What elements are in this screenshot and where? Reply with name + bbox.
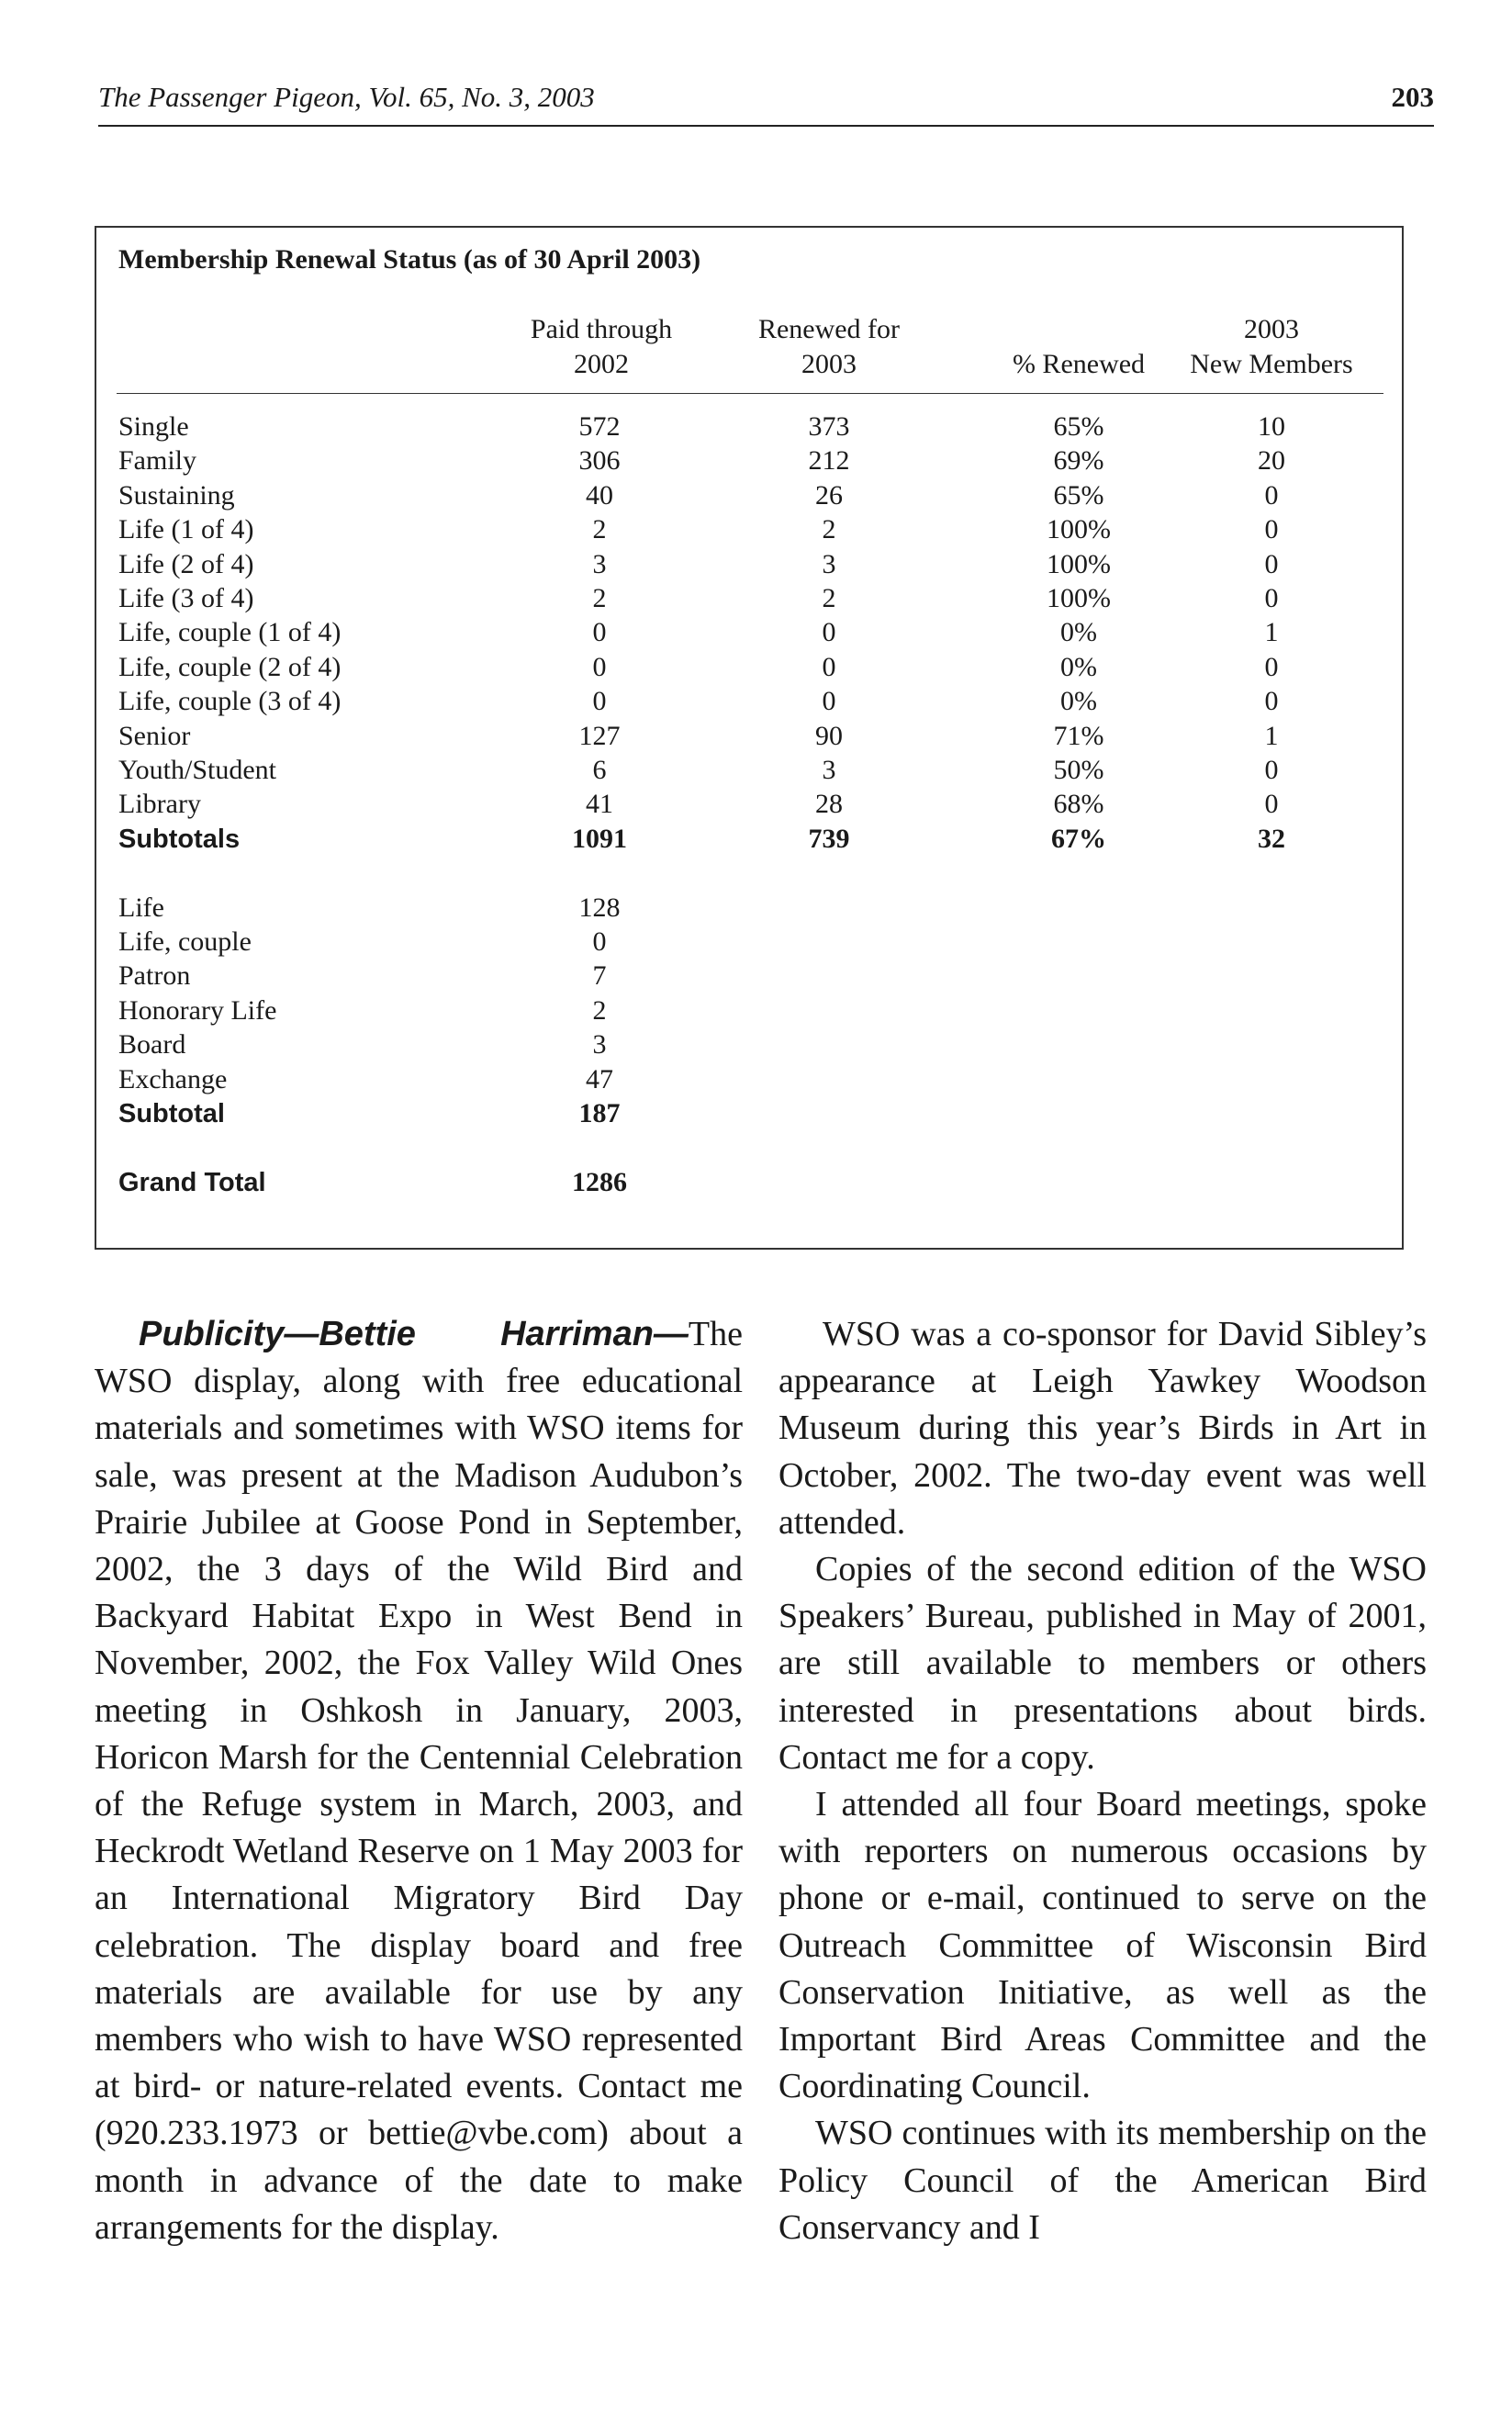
- cell-paid: 2: [592, 514, 607, 545]
- cell-paid: 572: [578, 411, 621, 442]
- row-label: Family: [118, 445, 197, 477]
- right-column: [778, 1311, 1427, 2251]
- cell-paid: 127: [578, 720, 621, 751]
- paragraph: I attended all four Board meetings, spoke with reporters on numerous occasions by phone or e-mail, continued to serve on the Outreach Committee of Wisconsin Bird Conservation Initiative, as well as the Important Bird Areas Committee and the Coordinating Council.: [778, 1785, 1427, 2106]
- cell-new: 1: [1264, 617, 1279, 648]
- header-rule: [98, 125, 1434, 127]
- cell-paid: 0: [592, 926, 607, 957]
- cell-paid: 306: [578, 445, 621, 477]
- row-label: Patron: [118, 960, 191, 992]
- table-row: [118, 615, 1383, 650]
- cell-new: 0: [1264, 514, 1279, 545]
- row-label: Life, couple: [118, 926, 252, 957]
- cell-new: 0: [1264, 686, 1279, 717]
- cell-pct: 65%: [1053, 479, 1104, 511]
- cell-renewed: 90: [815, 720, 843, 751]
- cell-renewed: 0: [822, 651, 836, 682]
- cell-paid: 3: [592, 1029, 607, 1060]
- row-label: Subtotals: [118, 824, 241, 854]
- cell-new: 1: [1264, 720, 1279, 751]
- table-row: [118, 547, 1383, 582]
- cell-pct: 0%: [1060, 617, 1097, 648]
- row-label: Life (3 of 4): [118, 583, 254, 613]
- cell-paid: 1286: [572, 1166, 627, 1197]
- table-row: [118, 1062, 1383, 1097]
- row-label: Life, couple (3 of 4): [118, 686, 342, 717]
- table-row: [118, 891, 1383, 926]
- cell-renewed: 0: [822, 617, 836, 648]
- left-column: [95, 1311, 743, 2251]
- cell-new: 0: [1264, 651, 1279, 682]
- cell-new: 0: [1264, 583, 1279, 613]
- subtotals-row: [118, 822, 1383, 857]
- cell-paid: 0: [592, 686, 607, 717]
- grand-total-row: [118, 1165, 1383, 1200]
- cell-pct: 69%: [1053, 445, 1104, 477]
- cell-paid: 2: [592, 583, 607, 613]
- header-new-members: 2003 New Members: [1190, 314, 1353, 379]
- table-row: [118, 1027, 1383, 1062]
- header-rule: [117, 393, 1383, 394]
- row-label: Grand Total: [118, 1167, 266, 1197]
- paragraph: WSO continues with its membership on the Policy Council of the American Bird Conservancy and I: [778, 2114, 1427, 2247]
- cell-pct: 0%: [1060, 651, 1097, 682]
- row-label: Sustaining: [118, 479, 235, 511]
- cell-pct: 65%: [1053, 411, 1104, 442]
- table-row: [118, 443, 1383, 478]
- header-percent-renewed: % Renewed: [1012, 349, 1146, 379]
- cell-paid: 41: [586, 789, 613, 820]
- journal-citation: The Passenger Pigeon, Vol. 65, No. 3, 2003: [98, 81, 595, 113]
- cell-renewed: 739: [808, 823, 850, 854]
- membership-table: [95, 226, 1404, 1250]
- cell-paid: 0: [592, 651, 607, 682]
- row-label: Youth/Student: [118, 755, 277, 785]
- cell-new: 20: [1258, 445, 1285, 477]
- table-row: [118, 512, 1383, 547]
- cell-paid: 7: [592, 960, 607, 992]
- subtotal-row: [118, 1096, 1383, 1131]
- row-label: Life, couple (2 of 4): [118, 651, 342, 682]
- cell-renewed: 28: [815, 789, 843, 820]
- cell-pct: 100%: [1047, 548, 1111, 579]
- table-row: [118, 719, 1383, 754]
- cell-new: 0: [1264, 548, 1279, 579]
- row-label: Single: [118, 411, 189, 442]
- table-row: [118, 581, 1383, 616]
- cell-pct: 50%: [1053, 755, 1104, 785]
- table-row: [118, 787, 1383, 822]
- paragraph: Copies of the second edition of the WSO Speakers’ Bureau, published in May of 2001, are still available to members or others interested in presentations about birds. Contact me for a copy.: [778, 1550, 1427, 1777]
- cell-renewed: 26: [815, 479, 843, 511]
- table-row: [118, 410, 1383, 444]
- table-row: [118, 753, 1383, 788]
- cell-paid: 187: [578, 1098, 621, 1128]
- cell-paid: 40: [586, 479, 613, 511]
- cell-pct: 100%: [1047, 514, 1111, 545]
- table-row: [118, 925, 1383, 960]
- cell-new: 32: [1258, 823, 1285, 854]
- row-label: Life (2 of 4): [118, 548, 254, 579]
- table-row: [118, 478, 1383, 513]
- cell-pct: 0%: [1060, 686, 1097, 717]
- table-title: Membership Renewal Status (as of 30 April 2003): [118, 244, 701, 275]
- row-label: Life (1 of 4): [118, 514, 254, 545]
- cell-pct: 68%: [1053, 789, 1104, 820]
- row-label: Exchange: [118, 1063, 228, 1094]
- cell-paid: 2: [592, 994, 607, 1026]
- header-paid-through: Paid through 2002: [530, 314, 673, 379]
- cell-paid: 1091: [572, 823, 627, 854]
- cell-renewed: 212: [808, 445, 850, 477]
- cell-new: 0: [1264, 789, 1279, 820]
- cell-pct: 71%: [1053, 720, 1104, 751]
- cell-new: 0: [1264, 755, 1279, 785]
- section-heading-publicity: Publicity—Bettie Harriman—: [139, 1315, 689, 1353]
- table-row: [118, 650, 1383, 685]
- row-label: Library: [118, 789, 201, 820]
- cell-renewed: 3: [822, 548, 836, 579]
- cell-renewed: 3: [822, 755, 836, 785]
- cell-new: 0: [1264, 479, 1279, 511]
- cell-pct: 67%: [1051, 823, 1106, 854]
- table-row: [118, 993, 1383, 1028]
- cell-paid: 47: [586, 1063, 613, 1094]
- cell-new: 10: [1258, 411, 1285, 442]
- cell-paid: 3: [592, 548, 607, 579]
- row-label: Honorary Life: [118, 994, 277, 1026]
- header-renewed-for: Renewed for 2003: [757, 314, 901, 379]
- cell-renewed: 0: [822, 686, 836, 717]
- cell-paid: 128: [578, 892, 621, 923]
- row-label: Subtotal: [118, 1099, 225, 1128]
- table-row: [118, 959, 1383, 993]
- cell-renewed: 2: [822, 583, 836, 613]
- row-label: Senior: [118, 720, 191, 751]
- table-row: [118, 684, 1383, 719]
- cell-renewed: 2: [822, 514, 836, 545]
- publicity-paragraph: Publicity—Bettie Harriman—The WSO display, along with free educational materials and sometimes with WSO items for sale, was present at the Madison Audubon’s Prairie Jubilee at Goose Pond in September, 2002, the 3 days of the Wild Bird and Backyard Habitat Expo in West Bend in November, 2002, the Fox Valley Wild Ones meeting in Oshkosh in January, 2003, Horicon Marsh for the Centennial Celebration of the Refuge system in March, 2003, and Heckrodt Wetland Reserve on 1 May 2003 for an International Migratory Bird Day celebration. The display board and free materials are available for use by any members who wish to have WSO represented at bird- or nature-related events. Contact me (920.233.1973 or bettie@vbe.com) about a month in advance of the date to make arrangements for the display.: [95, 1315, 743, 2247]
- cell-pct: 100%: [1047, 583, 1111, 613]
- cell-renewed: 373: [808, 411, 850, 442]
- cell-paid: 0: [592, 617, 607, 648]
- row-label: Life: [118, 892, 164, 923]
- row-label: Board: [118, 1029, 186, 1060]
- running-head: [98, 81, 1434, 121]
- cell-paid: 6: [592, 755, 607, 785]
- row-label: Life, couple (1 of 4): [118, 617, 342, 648]
- page-number: 203: [1391, 81, 1434, 113]
- paragraph: WSO was a co-sponsor for David Sibley’s appearance at Leigh Yawkey Woodson Museum during this year’s Birds in Art in October, 2002. The two-day event was well attended.: [778, 1315, 1427, 1542]
